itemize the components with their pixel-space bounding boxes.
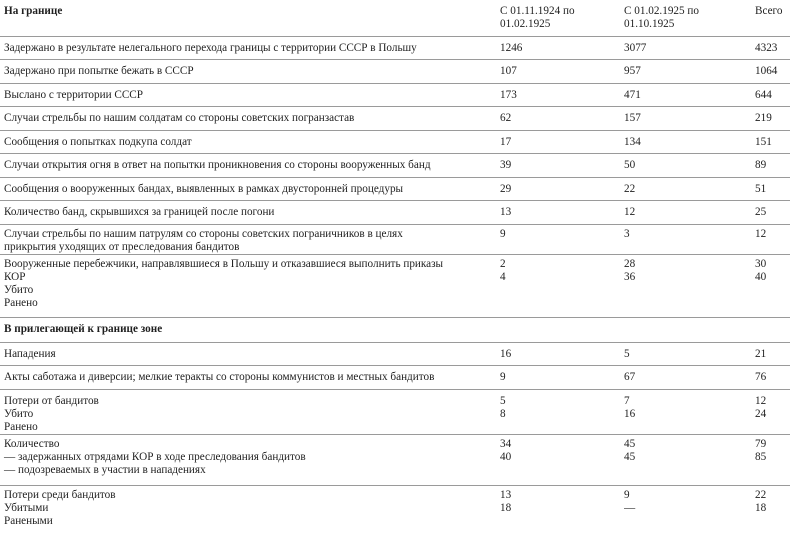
c2-line: 36 (624, 270, 636, 283)
c1-cell (500, 36, 624, 59)
label-line: Сообщения о вооруженных бандах, выявленных в рамках двусторонней процедуры (4, 182, 404, 195)
c3-cell (755, 177, 790, 200)
c3-line: 21 (755, 347, 767, 360)
table-row (0, 342, 790, 365)
label-cell (0, 254, 500, 317)
c3-cell (755, 485, 790, 536)
c2-line: 50 (624, 158, 636, 171)
label-line: Убито (4, 407, 34, 420)
table-row (0, 153, 790, 177)
table-row (0, 130, 790, 153)
c1-line: 13 (500, 488, 512, 501)
label-line: Потери среди бандитов (4, 488, 116, 501)
label-cell (0, 106, 500, 130)
c1-line: 4 (500, 270, 506, 283)
label-line: Случаи открытия огня в ответ на попытки проникновения со стороны вооруженных банд (4, 158, 431, 171)
c1-line: 1246 (500, 41, 523, 54)
label-cell (0, 36, 500, 59)
c3-line: 40 (755, 270, 767, 283)
c3-line: 219 (755, 111, 772, 124)
label-cell (0, 434, 500, 485)
c2-line: 5 (624, 347, 630, 360)
col-header-period-1 (500, 0, 624, 36)
c2-cell (624, 224, 755, 254)
c3-line: 644 (755, 88, 772, 101)
label-line: Ранено (4, 296, 38, 309)
c3-cell (755, 254, 790, 317)
c1-line: 107 (500, 64, 517, 77)
c3-line: 4323 (755, 41, 778, 54)
c2-cell (624, 153, 755, 177)
c1-line: 34 (500, 437, 512, 450)
c1-line: 2 (500, 257, 506, 270)
c2-cell (624, 254, 755, 317)
section-title-border (0, 0, 500, 36)
label-line: Случаи стрельбы по нашим солдатам со стороны советских погранзастав (4, 111, 355, 124)
table-row (0, 200, 790, 224)
c2-line: 3 (624, 227, 630, 240)
label-line: Нападения (4, 347, 56, 360)
label-line: Случаи стрельбы по нашим патрулям со стороны советских пограничников в целях (4, 227, 403, 240)
col-header-total-text: Всего (755, 5, 783, 17)
c2-line: 3077 (624, 41, 647, 54)
label-cell (0, 177, 500, 200)
label-line: Акты саботажа и диверсии; мелкие теракты со стороны коммунистов и местных бандитов (4, 370, 435, 383)
c3-line: 12 (755, 227, 767, 240)
c2-line: 45 (624, 437, 636, 450)
c2-line: 157 (624, 111, 641, 124)
section-row-zone (0, 317, 790, 342)
label-cell (0, 130, 500, 153)
c3-line: 25 (755, 205, 767, 218)
c2-cell (624, 36, 755, 59)
c3-line: 1064 (755, 64, 778, 77)
c1-cell (500, 434, 624, 485)
label-cell (0, 389, 500, 434)
c1-cell (500, 177, 624, 200)
c3-cell (755, 434, 790, 485)
c1-cell (500, 130, 624, 153)
c2-cell (624, 83, 755, 106)
label-line: Количество (4, 437, 60, 450)
c1-line: 13 (500, 205, 512, 218)
label-line: — подозреваемых в участии в нападениях (4, 463, 206, 476)
table-row (0, 83, 790, 106)
c2-line: 7 (624, 394, 630, 407)
label-line: Вооруженные перебежчики, направлявшиеся в Польшу и отказавшиеся выполнить приказы (4, 257, 444, 270)
c3-line: 89 (755, 158, 767, 171)
label-cell (0, 365, 500, 389)
label-line: Потери от бандитов (4, 394, 99, 407)
c1-line: 29 (500, 182, 512, 195)
label-line: прикрытия уходящих от преследования бандитов (4, 240, 240, 253)
table-row (0, 434, 790, 485)
c1-line: 173 (500, 88, 517, 101)
c2-line: 28 (624, 257, 636, 270)
c3-line: 30 (755, 257, 767, 270)
table-row (0, 36, 790, 59)
c1-line: 9 (500, 227, 506, 240)
c1-cell (500, 83, 624, 106)
c3-cell (755, 342, 790, 365)
c1-cell (500, 106, 624, 130)
label-cell (0, 59, 500, 83)
col-header-period-1-line-2: 01.02.1925 (500, 18, 551, 30)
c3-cell (755, 130, 790, 153)
c2-cell (624, 485, 755, 536)
table-row (0, 59, 790, 83)
c3-line: 51 (755, 182, 767, 195)
c1-cell (500, 224, 624, 254)
c2-line: 957 (624, 64, 641, 77)
c1-cell (500, 485, 624, 536)
table-row (0, 389, 790, 434)
label-cell (0, 83, 500, 106)
label-line: Ранеными (4, 514, 53, 527)
c1-line: 18 (500, 501, 512, 514)
c1-line: 8 (500, 407, 506, 420)
c1-line: 39 (500, 158, 512, 171)
c1-cell (500, 153, 624, 177)
c3-line: 18 (755, 501, 767, 514)
label-cell (0, 485, 500, 536)
c1-line: 9 (500, 370, 506, 383)
c2-cell (624, 106, 755, 130)
col-header-period-2 (624, 0, 755, 36)
c1-cell (500, 389, 624, 434)
label-cell (0, 224, 500, 254)
section-title-border-text: На границе (4, 5, 63, 17)
label-cell (0, 342, 500, 365)
c1-line: 62 (500, 111, 512, 124)
label-line: Ранено (4, 420, 38, 433)
label-cell (0, 200, 500, 224)
c2-cell (624, 365, 755, 389)
c3-line: 12 (755, 394, 767, 407)
label-line: Убито (4, 283, 34, 296)
c1-cell (500, 342, 624, 365)
c3-cell (755, 365, 790, 389)
c2-line: 471 (624, 88, 641, 101)
c3-line: 22 (755, 488, 767, 501)
c2-line: — (624, 501, 636, 514)
table-row (0, 177, 790, 200)
c3-cell (755, 83, 790, 106)
table-row (0, 224, 790, 254)
c3-line: 85 (755, 450, 767, 463)
c2-line: 134 (624, 135, 641, 148)
c2-line: 45 (624, 450, 636, 463)
label-line: Убитыми (4, 501, 49, 514)
table-row (0, 365, 790, 389)
c1-cell (500, 59, 624, 83)
c3-cell (755, 106, 790, 130)
c2-line: 9 (624, 488, 630, 501)
table-row (0, 485, 790, 536)
c1-line: 5 (500, 394, 506, 407)
c1-line: 17 (500, 135, 512, 148)
table-row (0, 106, 790, 130)
label-cell (0, 153, 500, 177)
section-title-zone: В прилегающей к границе зоне (0, 317, 790, 342)
c1-line: 40 (500, 450, 512, 463)
c3-cell (755, 59, 790, 83)
c2-line: 67 (624, 370, 636, 383)
label-line: — задержанных отрядами КОР в ходе преследования бандитов (4, 450, 306, 463)
c3-cell (755, 153, 790, 177)
col-header-period-2-line-1: С 01.02.1925 по (624, 5, 699, 17)
label-line: Сообщения о попытках подкупа солдат (4, 135, 192, 148)
c3-cell (755, 389, 790, 434)
label-line: КОР (4, 270, 26, 283)
c2-cell (624, 342, 755, 365)
c2-cell (624, 59, 755, 83)
c1-cell (500, 254, 624, 317)
c2-cell (624, 200, 755, 224)
c1-line: 16 (500, 347, 512, 360)
c2-line: 22 (624, 182, 636, 195)
c3-line: 76 (755, 370, 767, 383)
c3-cell (755, 36, 790, 59)
c3-cell (755, 200, 790, 224)
c3-line: 151 (755, 135, 772, 148)
label-line: Задержано в результате нелегального перехода границы с территории СССР в Польшу (4, 41, 417, 54)
label-line: Количество банд, скрывшихся за границей после погони (4, 205, 275, 218)
label-line: Выслано с территории СССР (4, 88, 143, 101)
header-row (0, 0, 790, 36)
label-line: Задержано при попытке бежать в СССР (4, 64, 194, 77)
c3-line: 24 (755, 407, 767, 420)
c2-cell (624, 434, 755, 485)
col-header-period-2-line-2: 01.10.1925 (624, 18, 675, 30)
c3-line: 79 (755, 437, 767, 450)
c2-cell (624, 177, 755, 200)
col-header-total (755, 0, 790, 36)
c1-cell (500, 365, 624, 389)
c2-line: 12 (624, 205, 636, 218)
c2-line: 16 (624, 407, 636, 420)
table-row (0, 254, 790, 317)
c2-cell (624, 389, 755, 434)
c1-cell (500, 200, 624, 224)
col-header-period-1-line-1: С 01.11.1924 по (500, 5, 575, 17)
c3-cell (755, 224, 790, 254)
c2-cell (624, 130, 755, 153)
